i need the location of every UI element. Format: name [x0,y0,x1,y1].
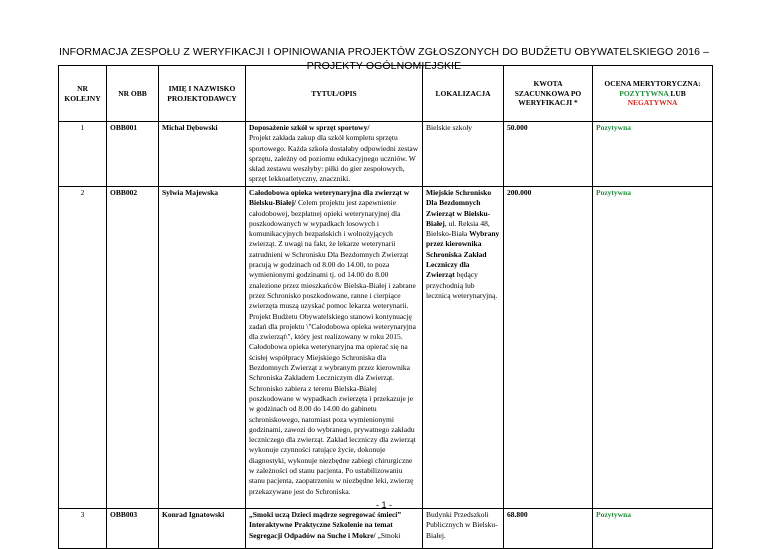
row-nr: 1 [59,122,107,187]
row-location [423,187,504,509]
header-rating-negative: NEGATYWNA [627,98,678,108]
row-cost: 200.000 [504,187,593,509]
row-cost: 68.800 [504,509,593,549]
header-rating [593,66,713,122]
row-cost: 50.000 [504,122,593,187]
header-author: IMIĘ I NAZWISKO PROJEKTODAWCY [159,66,246,122]
row-location-bold-2: Wybrany przez kierownika Schroniska Zakład Leczniczy dla Zwierząt [426,229,500,280]
row-title-desc [246,122,423,187]
row-location-text: Budynki Przedszkoli Publicznych w Bielsku-Białej. [426,510,498,540]
projects-table [58,65,713,549]
row-title-desc [246,187,423,509]
row-title: Doposażenie szkół w sprzęt sportowy/ [249,123,370,132]
header-cost: KWOTA SZACUNKOWA PO WERYFIKACJI * [504,66,593,122]
header-obb: NR OBB [107,66,159,122]
row-title: „Smoki uczą Dzieci mądrze segregować śmieci” Interaktywne Praktyczne Szkolenie na temat Segregacji Odpadów na Suche i Mokre/ [249,510,402,540]
header-rating-positive: POZYTYWNA [619,88,669,98]
header-rating-or: LUB [670,88,686,98]
title-line-1: INFORMACJA ZESPOŁU Z WERYFIKACJI I OPINIOWANIA PROJEKTÓW ZGŁOSZONYCH DO BUDŻETU OBYWATELSKIEGO 2016 – [58,46,710,58]
row-desc: Celem projektu jest zapewnienie całodobowej, bezpłatnej opieki weterynaryjnej dla poszkodowanych w wypadkach losowych i komunikacyjnych bezpańskich i wolnożyjących zwierząt. Z uwagi na fakt, że lekarze weterynarii zatrudnieni w Schronisku Dla Bezdomnych Zwierząt pracują w godzinach od 8.00 do 14.00, to poza wymienionymi godzinami tj. od 14.00 do 8.00 znalezione przez mieszkańców Bielska-Białej i zabrane przez Schronisko poszkodowane, ranne i cierpiące zwierzęta muszą uzyskać pomoc lekarza weterynarii. Projekt Budżetu Obywatelskiego stanowi kontynuację zadań dla projektu \"Całodobowa opieka weterynaryjna dla zwierząt\", który jest realizowany w roku 2015. Całodobowa opieka weterynaryjna ma opierać się na ścisłej współpracy Miejskiego Schroniska dla Bezdomnych Zwierząt z wybranym przez kierownika Schroniska Zakładem Leczniczym dla Zwierząt. Schronisko zabiera z terenu Bielska-Białej poszkodowane w wypadkach zwierzęta i przekazuje je w godzinach od 8.00 do 14.00 do gabinetu schroniskowego, natomiast poza wymienionymi godzinami, zawozi do wybranego, prywatnego zakładu leczniczego dla zwierząt. Zakład leczniczy dla zwierząt wykonuje czynności ratujące życie, dokonuje diagnostyki, wykonuje niezbędne zabiegi chirurgiczne w zależności od stanu pacjenta. Po ustabilizowaniu stanu pacjenta, zaopatrzeniu w niezbędne leki, zwierzę przekazywane jest do Schroniska. [249,198,416,496]
table-row [59,187,713,509]
page-number: - 1 - [375,500,392,510]
header-location: LOKALIZACJA [423,66,504,122]
row-location-text: Bielskie szkoły [426,123,473,132]
row-nr: 2 [59,187,107,509]
row-nr: 3 [59,509,107,549]
title-line-2: PROJEKTY OGÓLNOMIEJSKIE [306,60,462,72]
row-author: Sylwia Majewska [159,187,246,509]
row-author: Konrad Ignatowski [159,509,246,549]
row-desc: „Smoki [375,530,401,540]
row-desc: Projekt zakłada zakup dla szkół kompletu sprzętu sportowego. Każda szkoła dostałaby odpowiedni zestaw sprzętu, zależny od poziomu edukacyjnego uczniów. W skład zestawu weszłyby: piłki do gier zespołowych, sprzęt lekkoatletyczny, znaczniki. [249,133,419,184]
row-location-bold: Miejskie Schronisko Dla Bezdomnych Zwierząt w Bielsku-Białej [426,188,492,228]
row-author: Michał Dębowski [159,122,246,187]
row-rating: Pozytywna [593,122,713,187]
row-location-tail: będący przychodnią lub lecznicą weterynaryjną. [426,270,498,300]
row-location-text: , ul. Reksia 48, Bielsko-Biała [426,218,490,239]
header-title: TYTUŁ/OPIS [246,66,423,122]
row-rating: Pozytywna [593,187,713,509]
row-obb: OBB003 [107,509,159,549]
row-rating: Pozytywna [593,509,713,549]
header-rating-prefix: OCENA MERYTORYCZNA: [604,79,701,89]
row-obb: OBB001 [107,122,159,187]
header-row [59,66,713,122]
row-title: Całodobowa opieka weterynaryjna dla zwierząt w Bielsku-Białej/ [249,188,410,208]
table-row [59,122,713,187]
row-location [423,122,504,187]
row-obb: OBB002 [107,187,159,509]
header-nr: NR KOLEJNY [59,66,107,122]
